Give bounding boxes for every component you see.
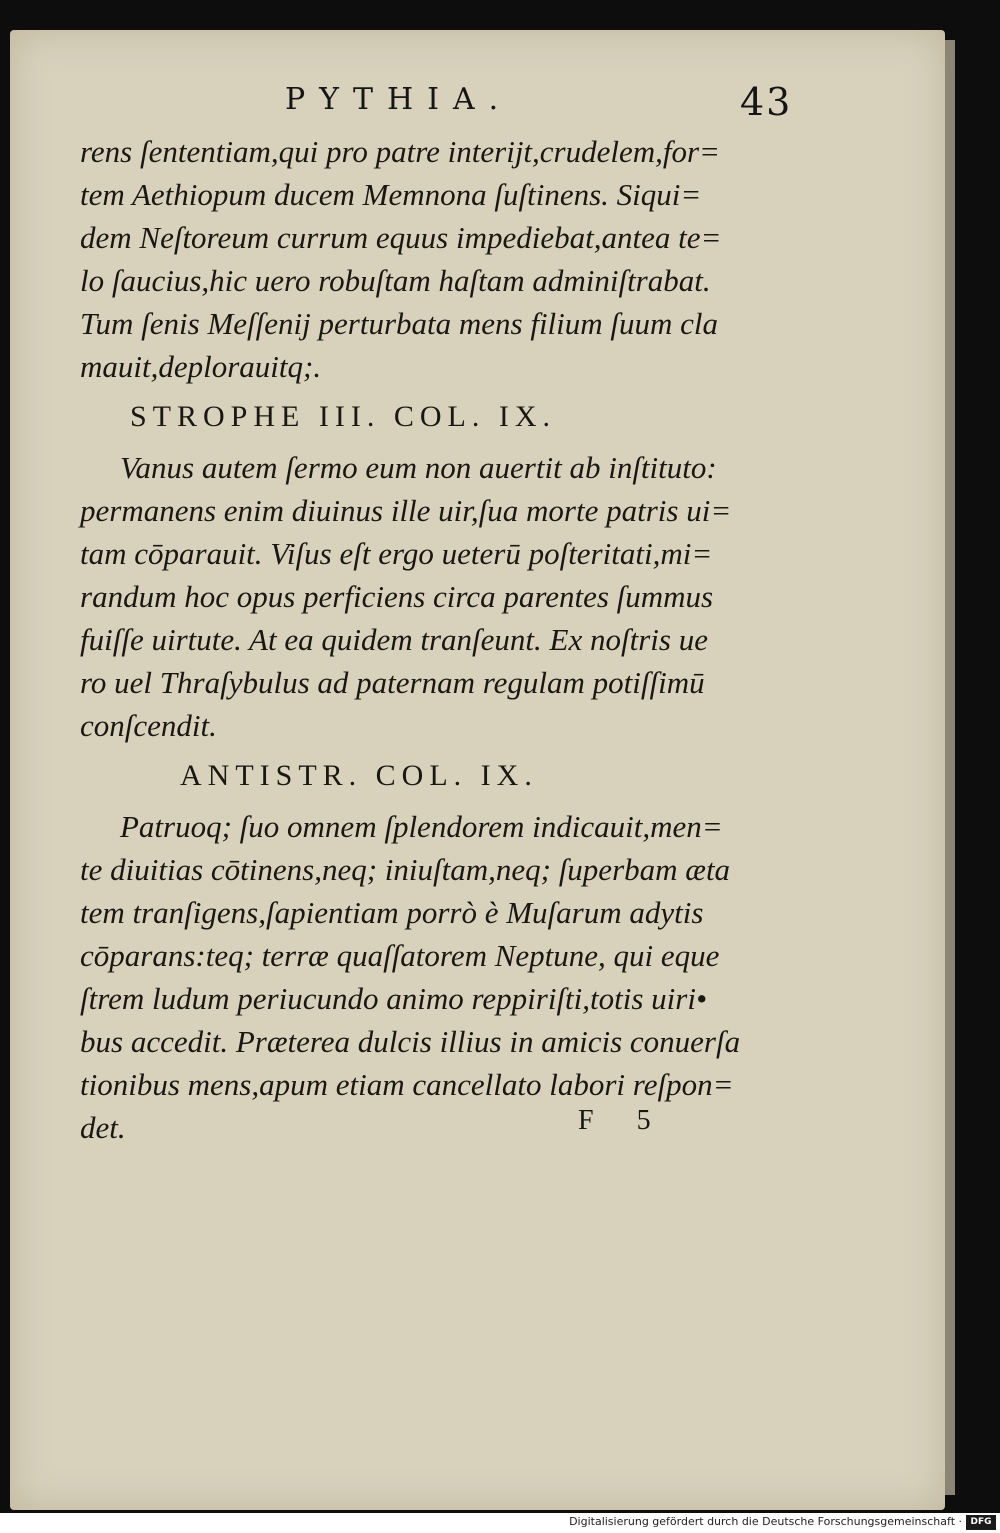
section-heading-antistrophe: ANTISTR. COL. IX.: [180, 759, 538, 792]
dfg-logo: DFG: [966, 1515, 996, 1530]
text-line: fuiſſe uirtute. At ea quidem tranſeunt. Ex noſtris ue: [80, 622, 708, 657]
text-line: conſcendit.: [80, 708, 217, 743]
text-line: det.: [80, 1110, 126, 1145]
text-line: permanens enim diuinus ille uir,ſua morte patris ui=: [80, 493, 732, 528]
text-line: randum hoc opus perficiens circa parentes ſummus: [80, 579, 714, 614]
text-line: mauit,deplorauitq;.: [80, 349, 322, 384]
text-line: ſtrem ludum periucundo animo reppiriſti,totis uiri•: [80, 981, 707, 1016]
text-line: tem Aethiopum ducem Memnona ſuſtinens. Siqui=: [80, 177, 702, 212]
digitization-footer: [0, 1513, 1000, 1533]
text-line: Tum ſenis Meſſenij perturbata mens filium ſuum cla: [80, 306, 719, 341]
footer-credit: Digitalisierung gefördert durch die Deutsche Forschungsgemeinschaft ·: [569, 1515, 962, 1528]
text-line: tem tranſigens,ſapientiam porrò è Muſarum adytis: [80, 895, 704, 930]
running-title: PYTHIA.: [285, 82, 513, 117]
text-line: lo ſaucius,hic uero robuſtam haſtam adminiſtrabat.: [80, 263, 711, 298]
text-body: [80, 130, 740, 1149]
text-line: ro uel Thraſybulus ad paternam regulam potiſſimū: [80, 665, 705, 700]
text-line: rens ſententiam,qui pro patre interijt,crudelem,for=: [80, 134, 720, 169]
section-heading-strophe: STROPHE III. COL. IX.: [130, 400, 556, 433]
text-line: te diuitias cōtinens,neq; iniuſtam,neq; ſuperbam æta: [80, 852, 731, 887]
text-line: Patruoq; ſuo omnem ſplendorem indicauit,men=: [120, 809, 723, 844]
text-line: Vanus autem ſermo eum non auertit ab inſtituto:: [120, 450, 717, 485]
text-line: bus accedit. Præterea dulcis illius in amicis conuerſa: [80, 1024, 741, 1059]
text-line: tam cōparauit. Viſus eſt ergo ueterū poſteritati,mi=: [80, 536, 713, 571]
text-line: tionibus mens,apum etiam cancellato labori reſpon=: [80, 1067, 734, 1102]
text-line: dem Neſtoreum currum equus impediebat,antea te=: [80, 220, 722, 255]
page-number: 43: [740, 80, 793, 124]
signature-mark: F 5: [578, 1105, 669, 1136]
text-line: cōparans:teq; terræ quaſſatorem Neptune, qui eque: [80, 938, 720, 973]
page-edge: [945, 40, 955, 1495]
